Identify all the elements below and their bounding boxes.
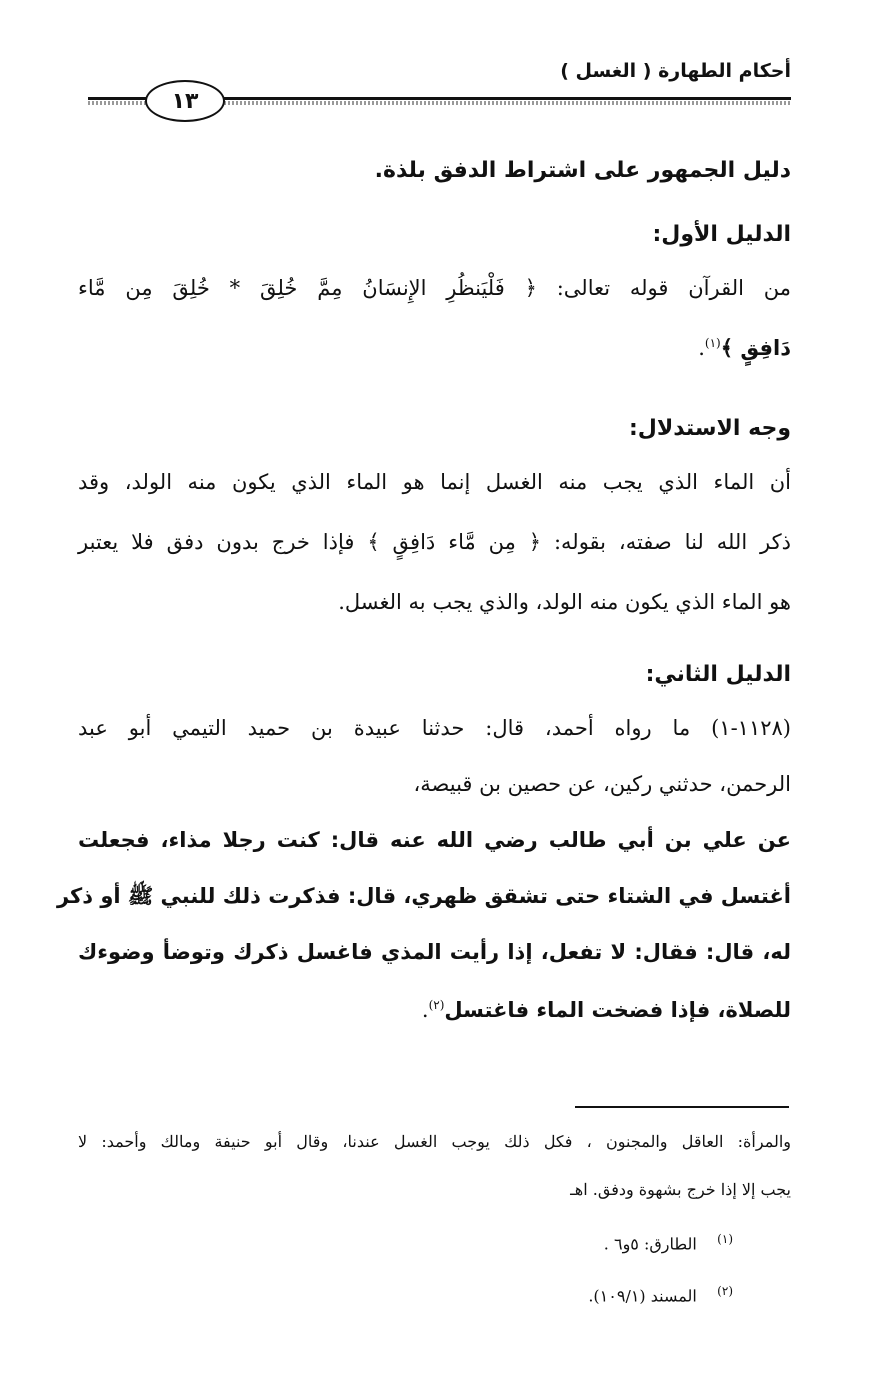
paragraph-line: هو الماء الذي يكون منه الولد، والذي يجب به الغسل. <box>338 590 791 614</box>
second-evidence-heading: الدليل الثاني: <box>645 662 791 687</box>
footnote-2-marker: (٢) <box>717 1284 733 1298</box>
first-evidence-heading: الدليل الأول: <box>652 222 791 247</box>
footnote-rule <box>575 1106 789 1108</box>
hadith-chain-line: (١١٢٨-١) ما رواه أحمد، قال: حدثنا عبيدة بن حميد التيمي أبو عبد <box>78 716 791 740</box>
footnote-ref-1: (١) <box>704 336 721 350</box>
section-heading: دليل الجمهور على اشتراط الدفق بلذة. <box>374 158 791 183</box>
footnote-1-marker: (١) <box>717 1232 733 1246</box>
hadith-chain-line: الرحمن، حدثني ركين، عن حصين بن قبيصة، <box>413 772 791 796</box>
quran-verse-end: دَافِقٍ ﴾$^{(١)}$. <box>698 336 791 360</box>
footnote-2: $^{(٢)}$ المسند (١٠٩/١). <box>588 1284 733 1306</box>
quran-verse-line: من القرآن قوله تعالى: ﴿ فَلْيَنظُرِ الإِنسَانُ مِمَّ خُلِقَ * خُلِقَ مِن مَّاء <box>78 276 791 300</box>
inference-heading: وجه الاستدلال: <box>628 416 791 441</box>
footnote-ref-2: (٢) <box>428 998 445 1012</box>
running-header-title: أحكام الطهارة ( الغسل ) <box>560 60 791 82</box>
hadith-text-line: أغتسل في الشتاء حتى تشقق ظهري، قال: فذكرت ذلك للنبي ﷺ أو ذكر <box>56 884 791 908</box>
hadith-text-line: له، قال: فقال: لا تفعل، إذا رأيت المذي فاغسل ذكرك وتوضأ وضوءك <box>78 940 791 964</box>
paragraph-line: ذكر الله لنا صفته، بقوله: ﴿ مِن مَّاء دَافِقٍ ﴾ فإذا خرج بدون دفق فلا يعتبر <box>78 530 791 554</box>
hadith-text-end: للصلاة، فإذا فضخت الماء فاغتسل$^{(٢)}$. <box>421 998 791 1022</box>
footnote-continuation-line: يجب إلا إذا خرج بشهوة ودفق. اهـ <box>570 1180 791 1199</box>
footnote-continuation-line: والمرأة: العاقل والمجنون ، فكل ذلك يوجب الغسل عندنا، وقال أبو حنيفة ومالك وأحمد: لا <box>78 1132 791 1151</box>
hadith-text-line: عن علي بن أبي طالب رضي الله عنه قال: كنت رجلا مذاء، فجعلت <box>78 828 791 852</box>
paragraph-line: أن الماء الذي يجب منه الغسل إنما هو الماء الذي يكون منه الولد، وقد <box>78 470 791 494</box>
page-number: ١٣ <box>145 80 225 122</box>
footnote-1: $^{(١)}$ الطارق: ٥و٦ . <box>603 1232 733 1254</box>
